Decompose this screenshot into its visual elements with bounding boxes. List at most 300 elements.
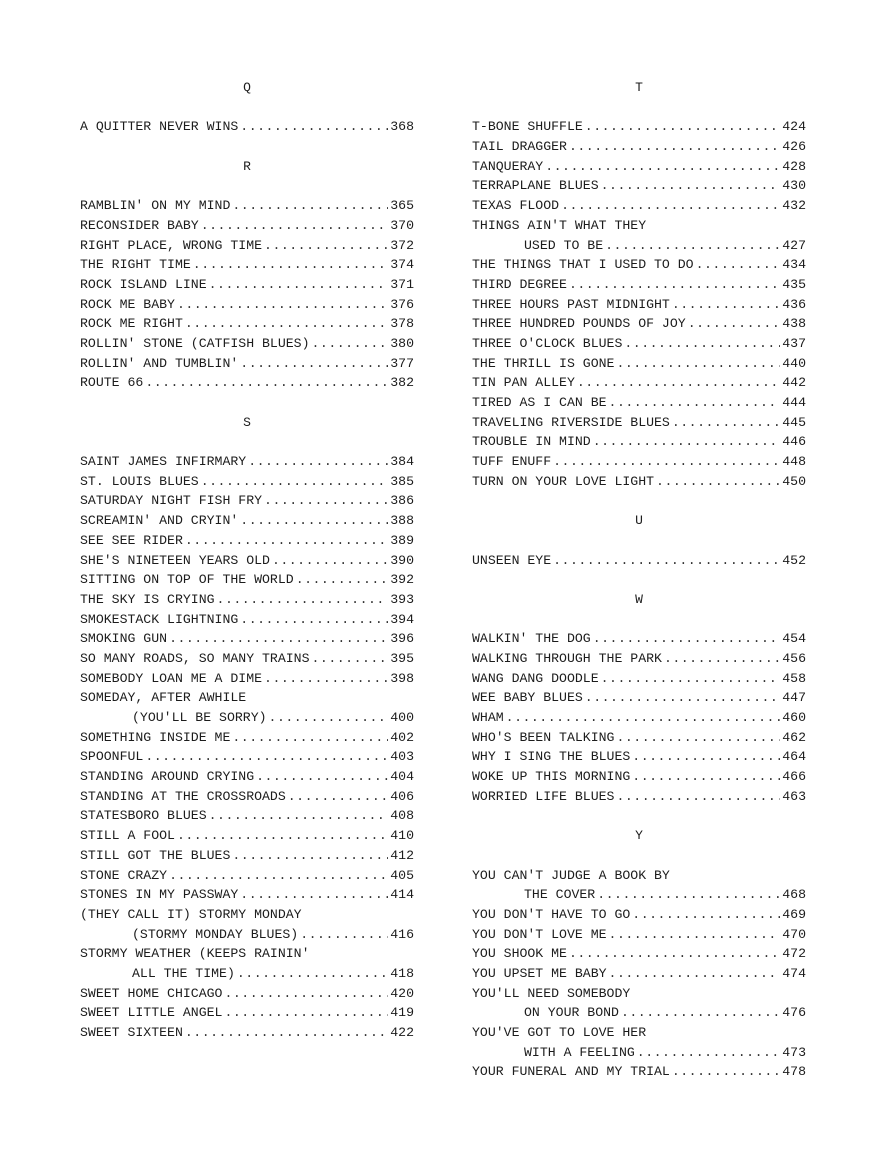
song-title: THE THINGS THAT I USED TO DO [472,257,694,273]
page-number: 434 [782,257,806,273]
page-number: 470 [782,926,806,942]
song-title-continued: THE COVER [524,887,596,903]
section-letter: Q [243,80,251,95]
dot-leader [240,511,388,531]
dot-leader [264,236,388,256]
dot-leader [569,137,780,157]
page-number: 448 [782,454,806,470]
index-entry-continued [80,964,414,984]
dot-leader [256,767,388,787]
letter-section [472,826,806,1082]
dot-leader [624,334,780,354]
index-entry [80,334,414,354]
song-title: TUFF ENUFF [472,454,552,470]
song-title: YOU'LL NEED SOMEBODY [472,985,631,1001]
index-column-right [472,78,806,1102]
page-number: 377 [390,355,414,371]
song-title: WORRIED LIFE BLUES [472,788,615,804]
song-title: TRAVELING RIVERSIDE BLUES [472,414,670,430]
index-entry [472,255,806,275]
page-number: 408 [390,808,414,824]
dot-leader [177,826,388,846]
page-number: 432 [782,198,806,214]
dot-leader [145,373,388,393]
dot-leader [193,255,388,275]
index-entry [80,117,414,137]
index-entry [80,610,414,630]
index-entry [472,176,806,196]
dot-leader [288,787,388,807]
page-number: 378 [390,316,414,332]
index-entry [472,984,806,1004]
page-number: 458 [782,670,806,686]
index-entry-continued [472,1003,806,1023]
index-entry [80,826,414,846]
index-entry [80,905,414,925]
dot-leader [224,1003,388,1023]
dot-leader [637,1043,780,1063]
song-title: YOU'VE GOT TO LOVE HER [472,1025,647,1040]
page-number: 478 [782,1064,806,1080]
page-number: 438 [782,316,806,332]
index-entry [80,511,414,531]
dot-leader [169,629,388,649]
index-entry [80,1023,414,1043]
song-title: STILL GOT THE BLUES [80,847,231,863]
page-number: 472 [782,946,806,962]
index-entry [472,1062,806,1082]
page-number: 468 [782,887,806,903]
song-title: SATURDAY NIGHT FISH FRY [80,493,263,509]
index-entry [80,984,414,1004]
index-entry-continued [80,708,414,728]
index-entry [472,747,806,767]
song-title: TEXAS FLOOD [472,198,560,214]
song-title: SWEET SIXTEEN [80,1025,183,1040]
song-title: STATESBORO BLUES [80,808,207,824]
section-letter: W [635,591,643,607]
index-entry [80,314,414,334]
song-title: STILL A FOOL [80,828,175,844]
song-title: TIRED AS I CAN BE [472,395,607,410]
song-title: THREE O'CLOCK BLUES [472,335,623,351]
index-entry [80,196,414,216]
song-title: RECONSIDER BABY [80,217,199,233]
index-entry [472,944,806,964]
index-entry [472,275,806,295]
page-number: 402 [390,729,414,745]
dot-leader [616,728,780,748]
index-entry [472,373,806,393]
dot-leader [177,295,388,315]
dot-leader [585,688,780,708]
page-number: 437 [782,335,806,351]
page-number: 374 [390,257,414,273]
dot-leader [609,925,781,945]
song-title-continued: ALL THE TIME) [132,965,235,981]
page-number: 427 [782,237,806,253]
letter-section [80,78,414,137]
index-entry [472,452,806,472]
section-letter: R [243,158,251,174]
song-title: SEE SEE RIDER [80,532,183,548]
section-letter: Y [635,828,643,844]
index-entry [472,669,806,689]
section-letter: T [635,80,643,95]
index-entry [472,137,806,157]
index-entry [80,531,414,551]
dot-leader [312,334,389,354]
song-title: TROUBLE IN MIND [472,434,591,450]
dot-leader [145,747,388,767]
song-title: STORMY WEATHER (KEEPS RAININ' [80,946,310,962]
section-letter: U [635,513,643,529]
index-entry [80,472,414,492]
page-number: 390 [390,552,414,568]
dot-leader [605,236,780,256]
dot-leader [224,984,388,1004]
dot-leader [601,669,781,689]
dot-leader [632,905,780,925]
dot-leader [209,275,389,295]
song-title: THE RIGHT TIME [80,257,191,273]
dot-leader [593,629,781,649]
dot-leader [632,747,780,767]
dot-leader [593,432,781,452]
index-entry [80,295,414,315]
page-number: 393 [390,591,414,607]
dot-leader [240,354,388,374]
dot-leader [248,452,388,472]
page-number: 450 [782,473,806,489]
dot-leader [201,216,389,236]
dot-leader [545,157,780,177]
index-entry [472,196,806,216]
page-number: 371 [390,276,414,292]
index-entry [80,806,414,826]
dot-leader [169,866,388,886]
index-entry [472,866,806,886]
dot-leader [300,925,388,945]
dot-leader [577,373,780,393]
song-title: ROCK ISLAND LINE [80,276,207,292]
index-entry [80,944,414,964]
page-number: 435 [782,276,806,292]
page-number: 376 [390,296,414,312]
song-title: SWEET LITTLE ANGEL [80,1005,223,1021]
index-entry [472,728,806,748]
letter-section [472,590,806,807]
dot-leader [616,354,780,374]
dot-leader [621,1003,780,1023]
song-title: WHO'S BEEN TALKING [472,729,615,745]
song-title: STONES IN MY PASSWAY [80,887,239,903]
index-entry [80,275,414,295]
letter-section [472,511,806,570]
song-title: WOKE UP THIS MORNING [472,769,631,785]
index-entry [80,688,414,708]
page-number: 446 [782,434,806,450]
song-title: SPOONFUL [80,749,144,765]
song-title: T-BONE SHUFFLE [472,119,583,135]
page-number: 370 [390,217,414,233]
song-title: STONE CRAZY [80,867,168,883]
dot-leader [185,314,388,334]
page-number: 419 [390,1005,414,1021]
index-entry [80,590,414,610]
index-entry-continued [472,1043,806,1063]
song-title: ROUTE 66 [80,375,144,391]
page-number: 454 [782,631,806,647]
song-title: A QUITTER NEVER WINS [80,119,239,135]
index-entry [80,570,414,590]
song-title: THE THRILL IS GONE [472,355,615,371]
index-entry-continued [472,236,806,256]
song-title: TURN ON YOUR LOVE LIGHT [472,473,655,489]
index-entry [80,866,414,886]
dot-leader [672,1062,780,1082]
song-title: WEE BABY BLUES [472,690,583,706]
page-number: 442 [782,375,806,391]
dot-leader [264,491,388,511]
song-title: SWEET HOME CHICAGO [80,985,223,1001]
dot-leader [672,413,780,433]
index-entry [472,314,806,334]
dot-leader [553,551,780,571]
index-entry [80,787,414,807]
index-entry [472,472,806,492]
index-entry [472,432,806,452]
page-number: 422 [390,1025,414,1040]
dot-leader [696,255,781,275]
index-entry-continued [472,885,806,905]
index-entry [472,649,806,669]
page-number: 440 [782,355,806,371]
dot-leader [561,196,780,216]
index-entry [80,846,414,866]
index-entry [472,117,806,137]
index-column-left [80,78,414,1062]
song-title: YOUR FUNERAL AND MY TRIAL [472,1064,670,1080]
index-entry [80,747,414,767]
song-title: SITTING ON TOP OF THE WORLD [80,572,294,588]
song-title: SMOKESTACK LIGHTNING [80,611,239,627]
index-entry [80,491,414,511]
page-number: 416 [390,926,414,942]
index-entry-continued [80,925,414,945]
dot-leader [185,1023,388,1043]
dot-leader [312,649,389,669]
song-title: WALKING THROUGH THE PARK [472,650,662,666]
index-entry [472,295,806,315]
page-number: 394 [390,611,414,627]
dot-leader [232,728,388,748]
page-number: 410 [390,828,414,844]
dot-leader [609,964,781,984]
page-number: 469 [782,906,806,922]
index-entry [80,236,414,256]
index-entry [472,354,806,374]
page-number: 456 [782,650,806,666]
song-title: WANG DANG DOODLE [472,670,599,686]
page-number: 403 [390,749,414,765]
index-entry [80,255,414,275]
dot-leader [585,117,780,137]
dot-leader [201,472,389,492]
dot-leader [569,275,780,295]
song-title: ROLLIN' STONE (CATFISH BLUES) [80,335,310,351]
page-number: 368 [390,119,414,135]
page-number: 406 [390,788,414,804]
page-number: 382 [390,375,414,391]
song-title-continued: USED TO BE [524,237,604,253]
dot-leader [240,610,388,630]
index-entry [80,452,414,472]
page-number: 463 [782,788,806,804]
dot-leader [240,885,388,905]
page-number: 412 [390,847,414,863]
letter-section [472,78,806,491]
letter-section [80,157,414,393]
song-title: YOU DON'T LOVE ME [472,926,607,942]
page-number: 404 [390,769,414,785]
song-title-continued: (STORMY MONDAY BLUES) [132,926,299,942]
index-entry [472,1023,806,1043]
index-entry [80,728,414,748]
page-number: 396 [390,631,414,647]
index-entry [472,216,806,236]
song-title: SMOKING GUN [80,631,168,647]
dot-leader [506,708,781,728]
index-entry [80,354,414,374]
song-title: WHAM [472,710,504,725]
page-number: 418 [390,965,414,981]
page-number: 389 [390,532,414,548]
index-entry [472,708,806,728]
index-entry [472,334,806,354]
dot-leader [616,787,780,807]
dot-leader [553,452,780,472]
page-number: 386 [390,493,414,509]
section-letter: S [243,414,251,430]
page-number: 384 [390,454,414,470]
song-title: STANDING AT THE CROSSROADS [80,788,286,804]
song-title: TIN PAN ALLEY [472,375,575,391]
song-title-continued: WITH A FEELING [524,1044,635,1060]
index-entry [80,885,414,905]
song-title: ST. LOUIS BLUES [80,473,199,489]
index-entry [472,629,806,649]
page-number: 392 [390,572,414,588]
index-entry [472,551,806,571]
page-number: 414 [390,887,414,903]
song-title: RIGHT PLACE, WRONG TIME [80,237,263,253]
song-title: THREE HOURS PAST MIDNIGHT [472,296,670,312]
page-number: 388 [390,513,414,529]
song-title: THINGS AIN'T WHAT THEY [472,217,647,233]
index-entry [472,393,806,413]
dot-leader [240,117,388,137]
page-number: 395 [390,650,414,666]
song-title: YOU DON'T HAVE TO GO [472,906,631,922]
song-title: (THEY CALL IT) STORMY MONDAY [80,906,302,922]
song-title: YOU UPSET ME BABY [472,965,607,981]
page-number: 445 [782,414,806,430]
page-number: 426 [782,139,806,155]
index-entry [472,925,806,945]
song-title: TERRAPLANE BLUES [472,178,599,194]
page-number: 473 [782,1044,806,1060]
song-title: SAINT JAMES INFIRMARY [80,454,247,470]
dot-leader [272,551,388,571]
index-entry [80,551,414,571]
dot-leader [632,767,780,787]
index-entry [472,787,806,807]
dot-leader [597,885,780,905]
song-title: YOU SHOOK ME [472,946,567,962]
letter-section [80,413,414,1043]
page-number: 365 [390,198,414,214]
song-title: TAIL DRAGGER [472,139,567,155]
song-title: YOU CAN'T JUDGE A BOOK BY [472,867,670,883]
index-entry [472,413,806,433]
song-title: SOMETHING INSIDE ME [80,729,231,745]
index-entry [80,649,414,669]
song-title: ROLLIN' AND TUMBLIN' [80,355,239,371]
song-title: RAMBLIN' ON MY MIND [80,198,231,214]
dot-leader [296,570,389,590]
song-title: UNSEEN EYE [472,552,552,568]
song-title-continued: ON YOUR BOND [524,1005,619,1021]
page-number: 436 [782,296,806,312]
index-entry [80,216,414,236]
song-title: SOMEDAY, AFTER AWHILE [80,690,247,706]
index-entry [472,905,806,925]
index-entry [472,157,806,177]
page-number: 380 [390,335,414,351]
index-entry [80,669,414,689]
song-title: TANQUERAY [472,158,544,174]
index-entry [80,767,414,787]
dot-leader [237,964,388,984]
page-number: 420 [390,985,414,1001]
page-number: 424 [782,119,806,135]
page-number: 398 [390,670,414,686]
dot-leader [656,472,780,492]
page-number: 400 [390,710,414,725]
song-title-continued: (YOU'LL BE SORRY) [132,710,267,725]
dot-leader [601,176,781,196]
dot-leader [672,295,780,315]
page-number: 372 [390,237,414,253]
song-title: ROCK ME RIGHT [80,316,183,332]
index-entry [472,767,806,787]
index-entry [80,629,414,649]
song-title: THREE HUNDRED POUNDS OF JOY [472,316,686,332]
page-number: 405 [390,867,414,883]
page-number: 466 [782,769,806,785]
page-number: 428 [782,158,806,174]
index-entry [80,1003,414,1023]
index-entry [472,688,806,708]
dot-leader [569,944,780,964]
dot-leader [217,590,389,610]
page-number: 430 [782,178,806,194]
page-number: 474 [782,965,806,981]
page-number: 462 [782,729,806,745]
page-number: 464 [782,749,806,765]
song-title: SO MANY ROADS, SO MANY TRAINS [80,650,310,666]
